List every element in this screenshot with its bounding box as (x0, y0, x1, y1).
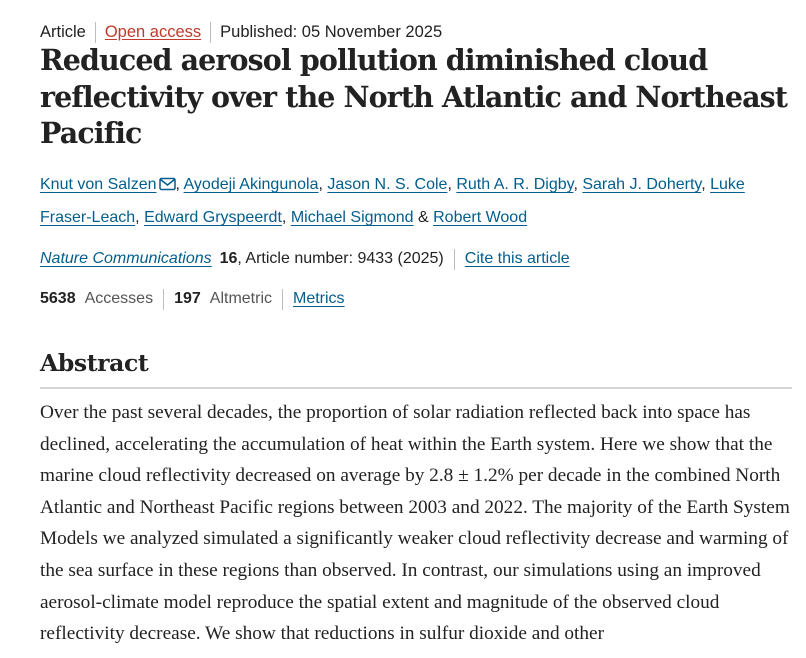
altmetric-label: Altmetric (209, 290, 272, 307)
author-link[interactable]: Sarah J. Doherty (582, 176, 702, 193)
author-ampersand: & (418, 209, 429, 226)
author-link[interactable]: Ayodeji Akingunola (183, 176, 319, 193)
metrics-row (40, 287, 345, 311)
author-link[interactable]: Ruth A. R. Digby (456, 176, 574, 193)
meta-divider (210, 22, 211, 43)
metrics-divider (163, 289, 164, 310)
meta-divider (95, 22, 96, 43)
article-type: Article (40, 22, 86, 41)
author-list: Knut von Salzen , Ayodeji Akingunola, Jason N. S. Cole, Ruth A. R. Digby, Sarah J. Doherty, Luke Fraser-Leach, Edward Gryspeerdt, Michael Sigmond & Robert Wood (40, 169, 792, 233)
metrics-link[interactable]: Metrics (293, 290, 345, 307)
author-link[interactable]: Robert Wood (433, 209, 528, 226)
abstract-text: Over the past several decades, the proportion of solar radiation reflected back into space has declined, accelerating the accumulation of heat within the Earth system. Here we show that the marine cloud reflectivity decreased on average by 2.8 ± 1.2% per decade in the combined North Atlantic and Northeast Pacific regions between 2003 and 2022. The majority of the Earth System Models we analyzed simulated a significantly weaker cloud reflectivity decrease and warming of the sea surface in these regions than observed. In contrast, our simulations using an improved aerosol-climate model reproduce the spatial extent and magnitude of the observed cloud reflectivity decrease. We show that reductions in sulfur dioxide and other (40, 402, 790, 645)
accesses-count: 5638 (40, 290, 76, 307)
author-link[interactable]: Luke Fraser-Leach (40, 176, 745, 226)
author-link[interactable]: Knut von Salzen (40, 176, 157, 193)
journal-citation-row (40, 247, 570, 271)
open-access-link[interactable]: Open access (104, 22, 202, 41)
metrics-divider (282, 289, 283, 310)
cite-article-link[interactable]: Cite this article (464, 250, 570, 267)
journal-volume: 16 (219, 250, 238, 267)
author-link[interactable]: Edward Gryspeerdt (144, 209, 282, 226)
abstract-divider (40, 387, 792, 389)
abstract-heading: Abstract (40, 349, 149, 377)
article-number: , Article number: 9433 (2025) (237, 250, 444, 267)
article-meta-row (40, 20, 442, 44)
email-icon[interactable] (159, 171, 176, 202)
author-link[interactable]: Michael Sigmond (290, 209, 414, 226)
journal-link[interactable]: Nature Communications (40, 250, 212, 267)
published-date: Published: 05 November 2025 (220, 22, 443, 41)
author-link[interactable]: Jason N. S. Cole (327, 176, 448, 193)
article-title: Reduced aerosol pollution diminished cloud reflectivity over the North Atlantic and Northeast Pacific (40, 43, 788, 150)
altmetric-count: 197 (174, 290, 201, 307)
citation-divider (454, 249, 455, 270)
accesses-label: Accesses (84, 290, 154, 307)
